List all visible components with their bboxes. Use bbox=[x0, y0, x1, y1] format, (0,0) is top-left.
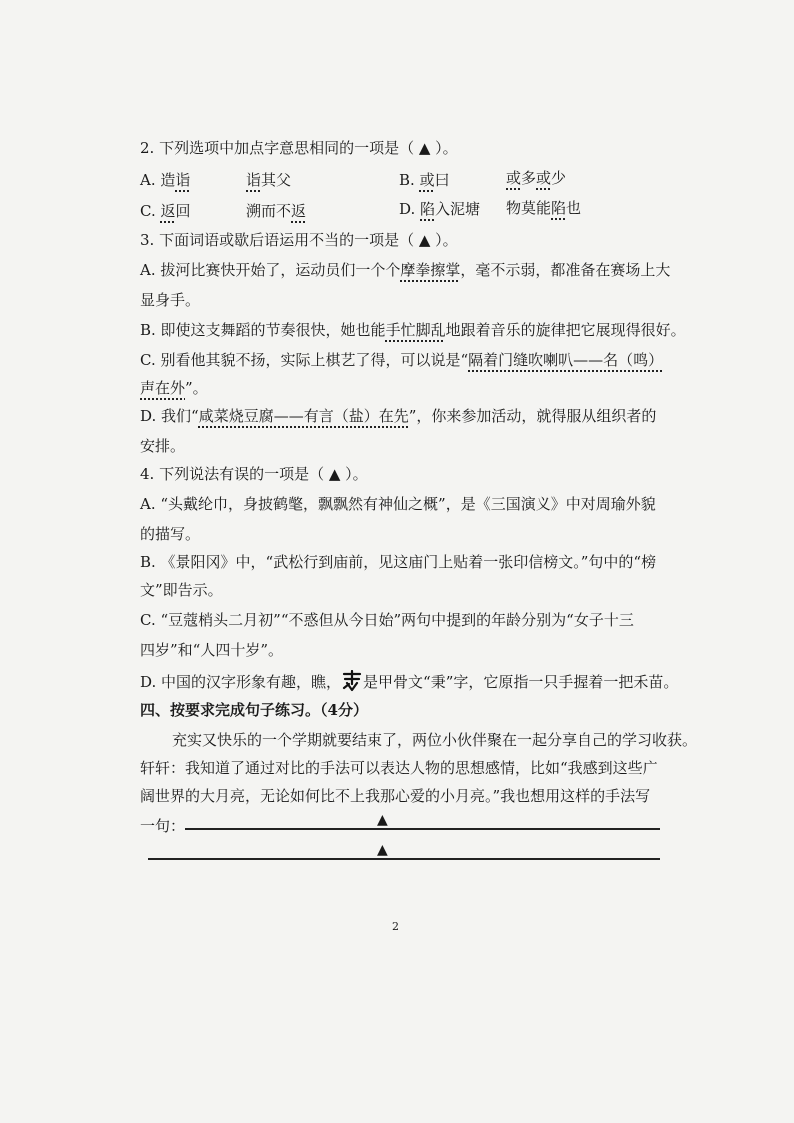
q2-option-b: B. 或曰 bbox=[399, 171, 450, 189]
dotted-phrase: 咸菜烧豆腐——有言（盐）在先 bbox=[198, 407, 409, 425]
q2-option-b-pair: 或多或少 bbox=[506, 169, 567, 187]
q4-option-b-line2: 文”即告示。 bbox=[140, 581, 223, 599]
answer-blank-marker-2: ▲ bbox=[377, 842, 388, 858]
q2-option-a: A. 造诣 bbox=[140, 171, 191, 189]
q4-option-c-line1: C. “豆蔻梢头二月初”“不惑但从今日始”两句中提到的年龄分别为“女子十三 bbox=[140, 611, 634, 629]
dotted-char: 陷 bbox=[551, 199, 567, 217]
q2-answer-blank: ▲ bbox=[418, 139, 431, 157]
dotted-char: 或 bbox=[536, 169, 552, 187]
section4-xuanxuan-line2: 阔世界的大月亮，无论如何比不上我那心爱的小月亮。”我也想用这样的手法写 bbox=[140, 787, 651, 805]
q2-stem bbox=[140, 138, 680, 158]
answer-line-2[interactable] bbox=[148, 858, 660, 860]
page-number: 2 bbox=[392, 920, 399, 933]
dotted-char: 返 bbox=[291, 202, 307, 220]
dotted-phrase: 摩拳擦掌 bbox=[400, 261, 461, 279]
q4-option-a-line1: A. “头戴纶巾，身披鹤氅，飘飘然有神仙之概”，是《三国演义》中对周瑜外貌 bbox=[140, 495, 656, 513]
q2-stem-text: 2. 下列选项中加点字意思相同的一项是（ bbox=[140, 139, 419, 157]
q2-option-c-pair: 溯而不返 bbox=[246, 202, 307, 220]
q4-option-c-line2: 四岁”和“人四十岁”。 bbox=[140, 641, 284, 659]
dotted-char: 诣 bbox=[246, 171, 262, 189]
section4-title: 四、按要求完成句子练习。（4分） bbox=[140, 701, 368, 719]
q2-option-a-pair: 诣其父 bbox=[246, 171, 292, 189]
section4-paragraph: 充实又快乐的一个学期就要结束了，两位小伙伴聚在一起分享自己的学习收获。 bbox=[172, 731, 698, 749]
q2-option-d: D. 陷入泥塘 bbox=[399, 200, 481, 218]
dotted-char: 或 bbox=[506, 169, 522, 187]
q3-option-a-line1: A. 拔河比赛快开始了，运动员们一个个摩拳擦掌，毫不示弱，都准备在赛场上大 bbox=[140, 261, 671, 279]
dotted-char: 陷 bbox=[420, 200, 436, 218]
dotted-phrase: 声在外 bbox=[140, 379, 186, 397]
q3-option-c-line1: C. 别看他其貌不扬，实际上棋艺了得，可以说是“隔着门缝吹喇叭——名（鸣） bbox=[140, 351, 664, 369]
oracle-bone-bing-glyph bbox=[341, 670, 363, 692]
q2-option-c: C. 返回 bbox=[140, 202, 191, 220]
q3-option-d-line1: D. 我们“咸菜烧豆腐——有言（盐）在先”，你来参加活动，就得服从组织者的 bbox=[140, 407, 657, 425]
q4-option-a-line2: 的描写。 bbox=[140, 525, 201, 543]
q3-option-d-line2: 安排。 bbox=[140, 437, 186, 455]
q4-option-d: D. 中国的汉字形象有趣，瞧， 是甲骨文“秉”字，它原指一只手握着一把禾苗。 bbox=[140, 670, 680, 692]
q4-option-b-line1: B. 《景阳冈》中，“武松行到庙前，见这庙门上贴着一张印信榜文。”句中的“榜 bbox=[140, 553, 657, 571]
section4-xuanxuan-line1: 轩轩：我知道了通过对比的手法可以表达人物的思想感情，比如“我感到这些广 bbox=[140, 759, 658, 777]
dotted-char: 诣 bbox=[175, 171, 191, 189]
q2-option-d-pair: 物莫能陷也 bbox=[506, 199, 582, 217]
dotted-phrase: 隔着门缝吹喇叭——名（鸣） bbox=[468, 351, 664, 369]
q3-option-c-line2: 声在外”。 bbox=[140, 379, 208, 397]
q2-stem-end: ）。 bbox=[430, 139, 458, 157]
section4-prompt: 一句： bbox=[140, 817, 186, 835]
dotted-char: 或 bbox=[419, 171, 435, 189]
q4-stem: 4. 下列说法有误的一项是（ ▲ ）。 bbox=[140, 465, 368, 483]
q3-option-a-line2: 显身手。 bbox=[140, 291, 201, 309]
dotted-char: 返 bbox=[160, 202, 176, 220]
q3-option-b: B. 即使这支舞蹈的节奏很快，她也能手忙脚乱地跟着音乐的旋律把它展现得很好。 bbox=[140, 321, 686, 339]
answer-blank-marker-1: ▲ bbox=[377, 812, 388, 828]
q3-stem: 3. 下面词语或歇后语运用不当的一项是（ ▲ ）。 bbox=[140, 231, 458, 249]
dotted-phrase: 手忙脚乱 bbox=[385, 321, 446, 339]
answer-line-1[interactable] bbox=[185, 828, 660, 830]
